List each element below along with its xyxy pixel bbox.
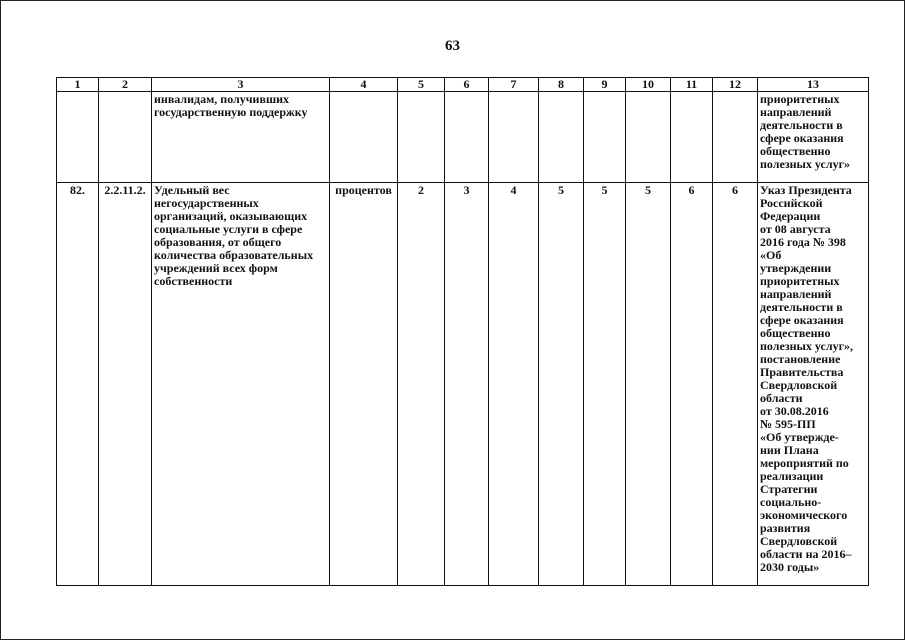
table-row-continuation — [57, 92, 869, 183]
row-number: 82. — [57, 183, 99, 586]
value-cell: 5 — [584, 183, 626, 586]
table-cell — [398, 92, 445, 183]
header-cell: 3 — [152, 78, 330, 92]
legal-basis: приоритетных направлений деятельности в сфере оказания общественно полезных услуг» — [758, 92, 869, 183]
table-cell — [539, 92, 584, 183]
header-cell: 5 — [398, 78, 445, 92]
table-cell — [489, 92, 539, 183]
indicator-description: Удельный вес негосударственных организаций, оказывающих социальные услуги в сфере образования, от общего количества образовательных учреждений всех форм собственности — [152, 183, 330, 586]
unit-of-measure: процентов — [330, 183, 398, 586]
indicator-description: инвалидам, получивших государственную поддержку — [152, 92, 330, 183]
value-cell: 6 — [671, 183, 713, 586]
value-cell: 5 — [539, 183, 584, 586]
header-cell: 9 — [584, 78, 626, 92]
indicators-table — [56, 77, 869, 586]
header-cell: 11 — [671, 78, 713, 92]
value-cell: 3 — [445, 183, 489, 586]
header-cell: 8 — [539, 78, 584, 92]
header-cell: 4 — [330, 78, 398, 92]
table-cell — [584, 92, 626, 183]
table-cell — [99, 92, 152, 183]
table-cell — [445, 92, 489, 183]
header-cell: 7 — [489, 78, 539, 92]
table-cell — [671, 92, 713, 183]
table-cell — [626, 92, 671, 183]
table-cell — [57, 92, 99, 183]
header-cell: 1 — [57, 78, 99, 92]
table-row-82 — [57, 183, 869, 586]
header-cell: 10 — [626, 78, 671, 92]
indicator-code: 2.2.11.2. — [99, 183, 152, 586]
header-cell: 12 — [713, 78, 758, 92]
value-cell: 5 — [626, 183, 671, 586]
legal-basis: Указ Президента Российской Федерации от 08 августа 2016 года № 398 «Об утверждении приоритетных направлений деятельности в сфере оказания общественно полезных услуг», постановление Правительства Свердловской области от 30.08.2016 № 595-ПП «Об утвержде- нии Плана мероприятий по реализации Стратегии социально- экономического развития Свердловской области на 2016– 2030 годы» — [758, 183, 869, 586]
header-cell: 2 — [99, 78, 152, 92]
header-cell: 6 — [445, 78, 489, 92]
page-number: 63 — [445, 38, 460, 54]
header-row — [57, 78, 869, 92]
value-cell: 2 — [398, 183, 445, 586]
value-cell: 6 — [713, 183, 758, 586]
value-cell: 4 — [489, 183, 539, 586]
table-cell — [330, 92, 398, 183]
table-cell — [713, 92, 758, 183]
header-cell: 13 — [758, 78, 869, 92]
